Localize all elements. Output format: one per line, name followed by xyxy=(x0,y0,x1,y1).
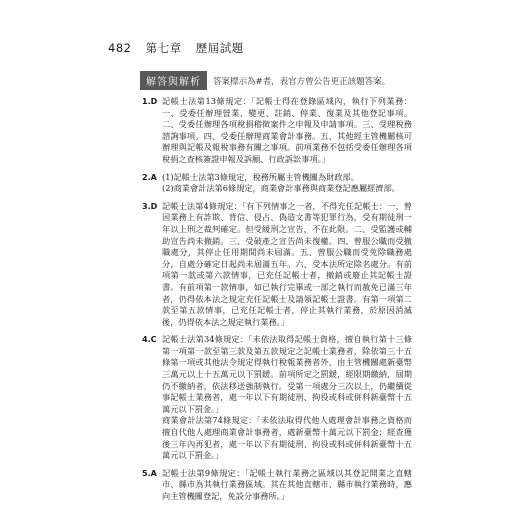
question-number: 2. xyxy=(142,172,151,182)
answer-banner xyxy=(140,72,390,89)
answer-list xyxy=(142,96,412,509)
answer-badge: 解答與解析 xyxy=(140,71,207,90)
answer-item xyxy=(142,468,412,503)
answer-choice: A xyxy=(150,468,157,478)
question-number: 3. xyxy=(142,201,151,211)
answer-note: 答案標示為#者，表官方曾公告更正該題答案。 xyxy=(213,76,391,87)
answer-item xyxy=(142,96,412,166)
question-number: 4. xyxy=(142,335,151,345)
answer-item xyxy=(142,201,412,329)
explanation-paragraph: (2)商業會計法第6條規定，商業會計事務與商業登記應屬經濟部。 xyxy=(162,183,400,194)
answer-choice: D xyxy=(150,97,158,106)
answer-explanation xyxy=(162,172,412,195)
answer-explanation xyxy=(162,201,412,329)
answer-item-number xyxy=(142,468,162,503)
answer-explanation xyxy=(162,334,412,462)
page-header xyxy=(108,40,254,56)
question-number: 5. xyxy=(142,468,151,478)
question-number: 1. xyxy=(142,97,151,106)
explanation-paragraph: 記帳士法第34條規定：「未依法取得記帳士資格，擅自執行第十三條第一項第一款至第三款及第五款規定之記帳士業務者，除依第三十五條第一項或其他法令規定得執行稅報業務者外，由主管機關處新臺幣三萬元以上十五萬元以下罰鍰。前項所定之罰鍰，經限期繳納，屆期仍不繳納者，依法移送強制執行。受第一項處分三次以上，仍繼續從事記帳士業務者，處一年以下有期徒刑、拘役或科或併科新臺幣十五萬元以下罰金。」 xyxy=(162,334,412,414)
answer-choice: D xyxy=(150,201,158,211)
answer-item xyxy=(142,334,412,462)
answer-choice: A xyxy=(150,172,157,182)
answer-item-number xyxy=(142,334,162,462)
chapter-label: 第七章 xyxy=(145,41,182,55)
answer-explanation xyxy=(162,96,412,166)
answer-item-number xyxy=(142,96,162,166)
answer-item-number xyxy=(142,201,162,329)
answer-item xyxy=(142,172,412,195)
explanation-paragraph: (1)記帳士法第3條規定，稅務所屬主管機關為財政部。 xyxy=(162,171,359,182)
page-number: 482 xyxy=(108,41,132,55)
explanation-paragraph: 記帳士法第4條規定：「有下列情事之一者，不得充任記帳士：一、曾因業務上有詐欺、背信、侵占、偽造文書等犯罪行為，受有期徒刑一年以上刑之裁判確定。但受緩刑之宣告，不在此限。二、受監護或輔助宣告尚未撤銷。三、受破產之宣告尚未復權。四、曾服公職而受撤職處分，其停止任用期間尚未屆滿。五、曾服公職而受免除職務處分，自處分確定日起尚未屆滿五年。六、受本法所定除名處分。有前項第一款或第六款情事，已充任記帳士者，撤銷或廢止其記帳士證書。有前項第一款情事，如已執行完畢或一部之執行而赦免已滿三年者，仍得依本法之規定充任記帳士及請領記帳士證書。有第一項第二款至第五款情事，已充任記帳士者，停止其執行業務，於原因消滅後，仍得依本法之規定執行業務。」 xyxy=(162,200,412,327)
answer-explanation xyxy=(162,468,412,503)
section-title: 歷屆試題 xyxy=(195,41,244,55)
explanation-paragraph: 商業會計法第74條規定：「未依法取得代他人處理會計事務之資格而擅自代他人處理商業會計事務者，處新臺幣十萬元以下罰金；經查獲後三年內再犯者，處一年以下有期徒刑、拘役或科或併科新臺幣十五萬元以下罰金。」 xyxy=(162,415,412,461)
answer-item-number xyxy=(142,172,162,195)
explanation-paragraph: 記帳士法第9條規定：「記帳士執行業務之區域以其登記開業之直轄市、縣市為其執行業務區域。其在其他直轄市、縣市執行業務時，應向主管機關登記，免設分事務所。」 xyxy=(162,467,412,501)
answer-choice: C xyxy=(150,335,157,345)
explanation-paragraph: 記帳士法第13條規定：「記帳士得在登錄區域內，執行下列業務：一、受委任辦理營業、變更、註銷、停業、復業及其他登記事項。二、受委任辦理各項稅捐稽徵案件之申報及申請事項。三、受理稅務諮詢事項。四、受委任辦理商業會計事務。五、其他經主管機關核可辦理與記帳及報稅事務有關之事項。前項業務不包括受委任辦理各項稅捐之查核簽證申報及訴願、行政訴訟事項。」 xyxy=(162,96,412,164)
